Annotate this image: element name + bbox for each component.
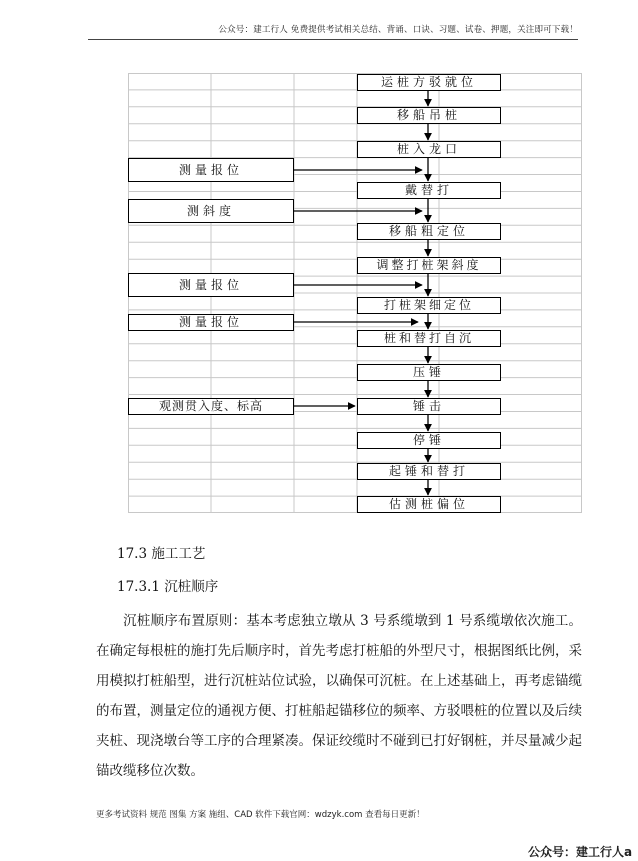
flow-step-mount-follower: 戴替打 <box>357 182 501 199</box>
flow-step-lift-hammer: 起锤和替打 <box>357 463 501 480</box>
flow-step-pile-into-guide: 桩入龙口 <box>357 141 501 158</box>
flow-step-fine-positioning: 打桩架细定位 <box>357 297 501 314</box>
side-input-survey-report-1: 测量报位 <box>128 158 294 182</box>
flow-step-estimate-deviation: 估测桩偏位 <box>357 496 501 513</box>
side-input-penetration-elevation: 观测贯入度、标高 <box>128 398 294 415</box>
side-input-survey-report-3: 测量报位 <box>128 314 294 331</box>
flow-step-press-hammer: 压锤 <box>357 364 501 381</box>
page-header: 公众号：建工行人 免费提供考试相关总结、背诵、口诀、习题、试卷、押题，关注即可下载！ <box>218 25 578 35</box>
body-paragraph-text: 沉桩顺序布置原则：基本考虑独立墩从 3 号系缆墩到 1 号系缆墩依次施工。在确定每根桩的施打先后顺序时，首先考虑打桩船的外型尺寸，根据图纸比例，采用模拟打桩船型，进行沉桩站位试验，以确保可沉桩。在上述基础上，再考虑锚缆的布置，测量定位的通视方便、打桩船起锚移位的频率、方驳喂桩的位置以及后续夹桩、现浇墩台等工序的合理紧凑。保证绞缆时不碰到已打好钢桩，并尽量减少起锚改缆移位次数。 <box>96 613 582 779</box>
flow-step-move-ship-lift-pile: 移船吊桩 <box>357 107 501 124</box>
flow-step-self-sinking: 桩和替打自沉 <box>357 330 501 347</box>
side-input-measure-slope: 测斜度 <box>128 199 294 223</box>
flow-step-barge-in-position: 运桩方驳就位 <box>357 74 501 91</box>
side-input-survey-report-2: 测量报位 <box>128 273 294 297</box>
flow-step-hammering: 锤击 <box>357 398 501 415</box>
section-heading: 17.3 施工工艺 <box>117 546 206 562</box>
watermark: 公众号：建工行人a <box>528 845 633 859</box>
section-subheading: 17.3.1 沉桩顺序 <box>117 579 219 595</box>
page-footer: 更多考试资料 规范 图集 方案 施组、CAD 软件下载官网：wdzyk.com 查看每日更新！ <box>96 810 425 820</box>
flow-step-coarse-positioning: 移船粗定位 <box>357 223 501 240</box>
flow-step-stop-hammer: 停锤 <box>357 432 501 449</box>
body-paragraph <box>96 606 582 786</box>
flow-step-adjust-frame-slope: 调整打桩架斜度 <box>357 257 501 274</box>
